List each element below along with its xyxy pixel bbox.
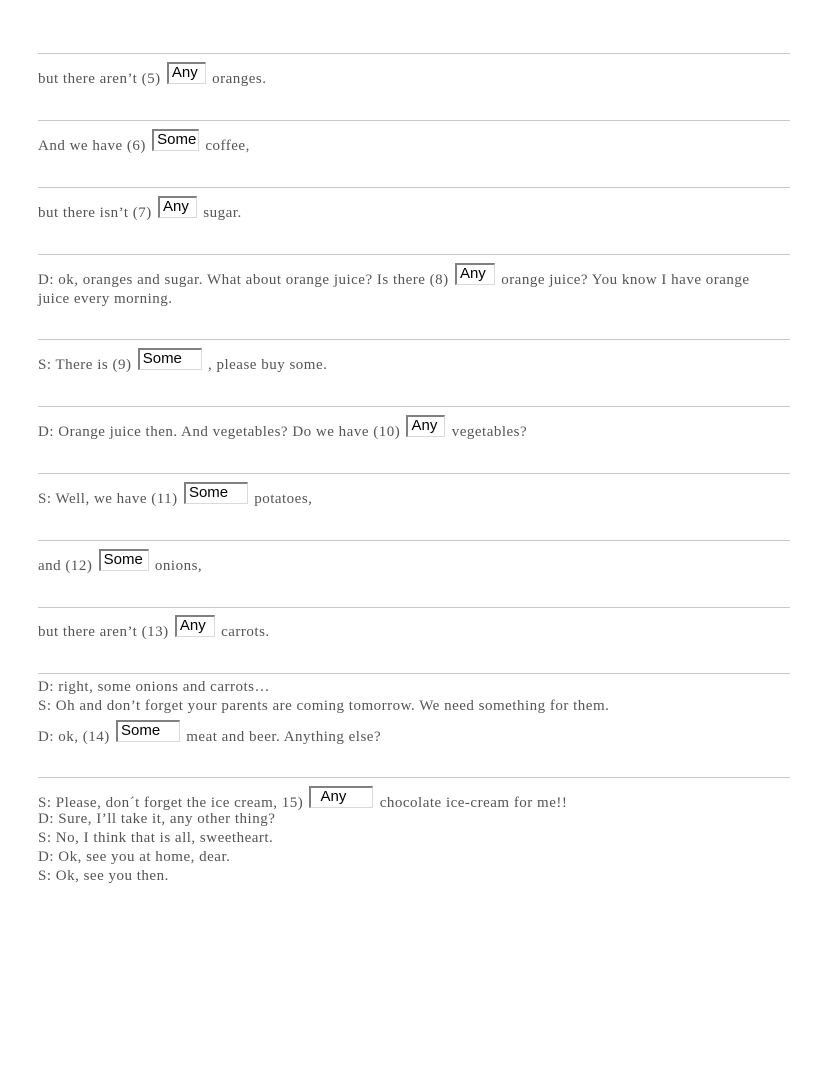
- question-text: but there aren’t (5): [38, 71, 165, 87]
- divider: [38, 339, 790, 340]
- divider: [38, 473, 790, 474]
- answer-field-10[interactable]: Any: [406, 415, 445, 437]
- question-9: [38, 350, 328, 375]
- dialogue-line: S: Ok, see you then.: [38, 868, 169, 884]
- question-6: [38, 131, 250, 156]
- question-text: meat and beer. Anything else?: [182, 729, 382, 745]
- question-text: D: Orange juice then. And vegetables? Do we have (10): [38, 424, 405, 440]
- question-14: [38, 722, 382, 747]
- answer-field-7[interactable]: Any: [158, 196, 197, 218]
- question-text: vegetables?: [447, 424, 528, 440]
- dialogue-line: D: right, some onions and carrots…: [38, 679, 270, 695]
- question-11: [38, 484, 313, 509]
- question-text: D: ok, oranges and sugar. What about orange juice? Is there (8): [38, 272, 453, 288]
- question-text: S: Please, don´t forget the ice cream, 15): [38, 795, 308, 811]
- question-text: S: There is (9): [38, 357, 136, 373]
- question-text: oranges.: [207, 71, 267, 87]
- answer-field-14[interactable]: Some: [116, 720, 180, 742]
- question-text: carrots.: [216, 624, 270, 640]
- question-10: [38, 417, 528, 442]
- divider: [38, 53, 790, 54]
- question-text: And we have (6): [38, 138, 151, 154]
- answer-field-13[interactable]: Any: [175, 615, 215, 637]
- question-text: but there isn’t (7): [38, 205, 157, 221]
- answer-field-6[interactable]: Some: [152, 129, 199, 151]
- question-7: [38, 198, 242, 223]
- divider: [38, 120, 790, 121]
- dialogue-line: S: Oh and don’t forget your parents are coming tomorrow. We need something for them.: [38, 698, 610, 714]
- question-5: [38, 64, 267, 89]
- question-text: and (12): [38, 558, 97, 574]
- question-8: [38, 265, 783, 309]
- question-text: onions,: [150, 558, 203, 574]
- question-text: , please buy some.: [203, 357, 328, 373]
- question-text: but there aren’t (13): [38, 624, 173, 640]
- question-text: orange juice? You know I have orange juice every morning.: [38, 272, 750, 307]
- dialogue-line: D: Sure, I’ll take it, any other thing?: [38, 811, 276, 827]
- dialogue-line: S: No, I think that is all, sweetheart.: [38, 830, 274, 846]
- divider: [38, 254, 790, 255]
- question-13: [38, 617, 270, 642]
- divider: [38, 406, 790, 407]
- answer-field-5[interactable]: Any: [167, 62, 206, 84]
- question-text: coffee,: [201, 138, 250, 154]
- question-text: D: ok, (14): [38, 729, 114, 745]
- question-text: chocolate ice-cream for me!!: [375, 795, 568, 811]
- answer-field-8[interactable]: Any: [455, 263, 495, 285]
- question-12: [38, 551, 203, 576]
- divider: [38, 777, 790, 778]
- answer-field-15[interactable]: Any: [309, 786, 373, 808]
- divider: [38, 187, 790, 188]
- question-text: sugar.: [199, 205, 242, 221]
- question-text: S: Well, we have (11): [38, 491, 182, 507]
- divider: [38, 540, 790, 541]
- answer-field-9[interactable]: Some: [138, 348, 202, 370]
- divider: [38, 673, 790, 674]
- answer-field-12[interactable]: Some: [99, 549, 149, 571]
- dialogue-line: D: Ok, see you at home, dear.: [38, 849, 231, 865]
- question-text: potatoes,: [249, 491, 313, 507]
- answer-field-11[interactable]: Some: [184, 482, 248, 504]
- divider: [38, 607, 790, 608]
